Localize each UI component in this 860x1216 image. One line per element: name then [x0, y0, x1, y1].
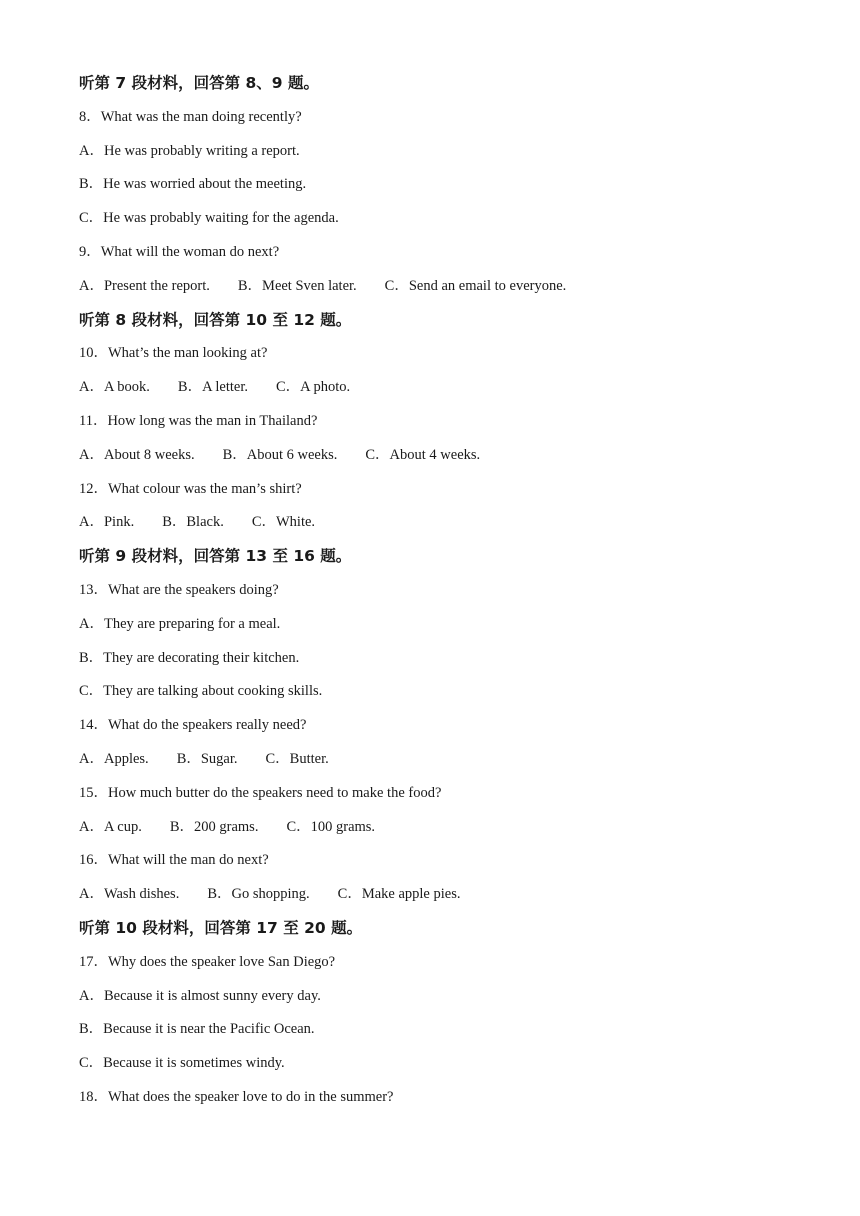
- section-heading: 听第 10 段材料，回答第 17 至 20 题。: [79, 918, 363, 937]
- option-a: A．They are preparing for a meal.: [79, 615, 281, 632]
- options-row: [79, 273, 799, 307]
- option-b: B．A letter.: [177, 379, 248, 396]
- option-b: B．Black.: [162, 514, 224, 531]
- option-c: C．They are talking about cooking skills.: [79, 683, 323, 700]
- option-c: C．About 4 weeks.: [365, 446, 481, 463]
- option-a: A．A book.: [79, 379, 150, 396]
- option-a: A．Because it is almost sunny every day.: [79, 987, 321, 1004]
- option-a: A．About 8 weeks.: [79, 446, 195, 463]
- section-heading: 听第 9 段材料，回答第 13 至 16 题。: [79, 547, 352, 566]
- option-b: B．About 6 weeks.: [222, 446, 338, 463]
- options-row: [79, 814, 799, 848]
- option-a: A．Present the report.: [79, 277, 210, 294]
- option-c: C．Because it is sometimes windy.: [79, 1055, 285, 1072]
- exam-page: [79, 70, 799, 1118]
- option-b: B．They are decorating their kitchen.: [79, 649, 300, 666]
- option-a: A．He was probably writing a report.: [79, 142, 300, 159]
- option-b: B．Meet Sven later.: [237, 277, 357, 294]
- question-stem: 12．What colour was the man’s shirt?: [79, 480, 302, 497]
- section-heading: 听第 7 段材料，回答第 8、9 题。: [79, 74, 319, 92]
- option-b: B．Go shopping.: [207, 886, 310, 903]
- option-c: C．100 grams.: [286, 818, 376, 835]
- options-row: [79, 509, 799, 543]
- question-stem: 11．How long was the man in Thailand?: [79, 412, 318, 429]
- option-a: A．Pink.: [79, 514, 135, 531]
- option-b: B．Sugar.: [176, 750, 238, 767]
- option-c: C．Send an email to everyone.: [384, 277, 567, 294]
- option-c: C．He was probably waiting for the agenda.: [79, 210, 339, 227]
- section-heading: 听第 8 段材料，回答第 10 至 12 题。: [79, 310, 352, 329]
- question-stem: 10．What’s the man looking at?: [79, 345, 268, 362]
- question-stem: 17．Why does the speaker love San Diego?: [79, 953, 336, 970]
- option-c: C．White.: [251, 514, 316, 531]
- option-b: B．Because it is near the Pacific Ocean.: [79, 1021, 315, 1038]
- option-b: B．200 grams.: [169, 818, 259, 835]
- options-row: [79, 442, 799, 476]
- option-c: C．Make apple pies.: [337, 886, 461, 903]
- option-a: A．A cup.: [79, 818, 142, 835]
- options-row: [79, 374, 799, 408]
- option-a: A．Apples.: [79, 750, 149, 767]
- option-c: C．A photo.: [276, 379, 351, 396]
- question-stem: 13．What are the speakers doing?: [79, 581, 279, 598]
- option-c: C．Butter.: [265, 750, 329, 767]
- question-stem: 9．What will the woman do next?: [79, 243, 280, 260]
- options-row: [79, 746, 799, 780]
- option-a: A．Wash dishes.: [79, 886, 180, 903]
- question-stem: 15．How much butter do the speakers need to make the food?: [79, 784, 442, 801]
- options-row: [79, 881, 799, 915]
- question-stem: 18．What does the speaker love to do in the summer?: [79, 1088, 394, 1105]
- option-b: B．He was worried about the meeting.: [79, 176, 307, 193]
- question-stem: 16．What will the man do next?: [79, 852, 269, 869]
- question-stem: 8．What was the man doing recently?: [79, 108, 302, 125]
- question-stem: 14．What do the speakers really need?: [79, 717, 307, 734]
